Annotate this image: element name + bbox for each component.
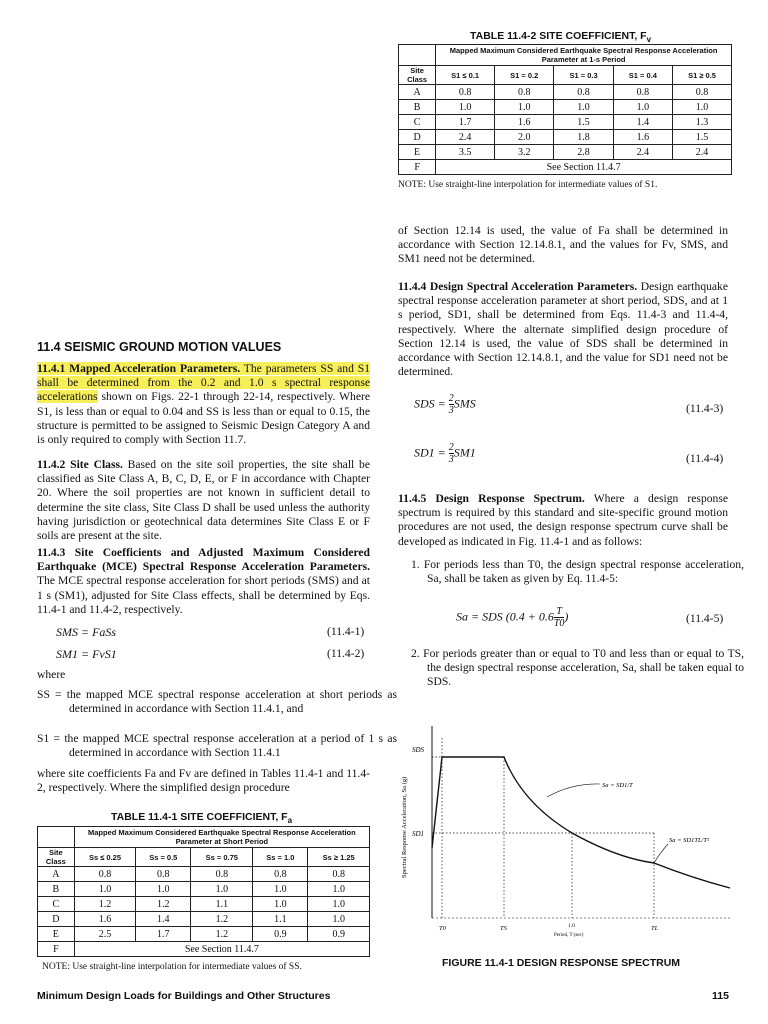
table1-column-header: Ss = 0.5 — [136, 848, 191, 867]
coefficient-cell: 0.8 — [673, 85, 732, 100]
ts-label: TS — [500, 925, 507, 932]
table2-column-header: S1 = 0.3 — [554, 66, 613, 85]
coefficient-cell: 0.9 — [308, 927, 370, 942]
coefficient-cell: 0.8 — [613, 85, 672, 100]
site-class-cell: F — [399, 160, 436, 175]
site-coefficient-fv-table — [398, 44, 732, 175]
coefficient-cell: 1.6 — [495, 115, 554, 130]
s1141-highlight: The parameters SS and S1 shall be determined from the 0.2 and 1.0 s spectral response accelerations — [37, 362, 371, 404]
table2-column-header: S1 = 0.2 — [495, 66, 554, 85]
table-row — [399, 100, 732, 115]
coefficient-cell: 1.0 — [554, 100, 613, 115]
after-definitions: where site coefficients Fa and Fv are defined in Tables 11.4-1 and 11.4-2, respectively. Where the simplified design procedure — [37, 767, 370, 795]
coefficient-cell: 1.6 — [613, 130, 672, 145]
sd1-label: SD1 — [412, 830, 425, 838]
where-label: where — [37, 668, 66, 681]
site-class-cell: A — [399, 85, 436, 100]
equation-11-4-5: Sa = SDS (0.4 + 0.6 $\frac{T}{T0}$ ) — [456, 606, 569, 629]
section-11-4-2 — [37, 458, 370, 543]
page-number: 115 — [712, 990, 729, 1002]
definition-ss: SS = the mapped MCE spectral response acceleration at short periods as determined in accordance with Section 11.4.1, and — [37, 688, 397, 716]
table1-column-header: Ss ≤ 0.25 — [74, 848, 136, 867]
sds-label: SDS — [412, 746, 425, 754]
s1144-heading: 11.4.4 Design Spectral Acceleration Parameters. — [398, 280, 638, 293]
site-class-cell: D — [38, 912, 75, 927]
site-class-cell: F — [38, 942, 75, 957]
table2-column-header: Site Class — [399, 66, 436, 85]
footer-title: Minimum Design Loads for Buildings and Other Structures — [37, 990, 331, 1002]
equation-11-4-1-number: (11.4-1) — [327, 625, 365, 638]
coefficient-cell: 3.2 — [495, 145, 554, 160]
coefficient-cell: 1.7 — [136, 927, 191, 942]
coefficient-cell: 1.5 — [673, 130, 732, 145]
coefficient-cell: 1.4 — [613, 115, 672, 130]
coefficient-cell: 1.2 — [136, 897, 191, 912]
coefficient-cell: 0.8 — [74, 867, 136, 882]
s1144-body: Design earthquake spectral response acceleration parameter at short period, SDS, and at 1 s period, SD1, shall be determined from Eqs. 11.4-3 and 11.4-4, respectively. Where the alternate simplified design procedure of Section 12.14 is used, the value of SDS shall be determined in accordance with Section 12.14.8.1, and the value for SD1 need not be determined. — [398, 280, 728, 379]
coefficient-cell: 1.8 — [554, 130, 613, 145]
coefficient-cell: 0.8 — [136, 867, 191, 882]
s1143-body: The MCE spectral response acceleration for short periods (SMS) and at 1 s (SM1), adjusted for Site Class effects, shall be determined by Eqs. 11.4-1 and 11.4-2, respectively. — [37, 574, 370, 616]
site-class-cell: B — [399, 100, 436, 115]
equation-11-4-3: SDS = $\frac{2}{3}$ SMS — [414, 393, 476, 416]
table-row — [38, 927, 370, 942]
table-row — [399, 160, 732, 175]
coefficient-cell: 2.0 — [495, 130, 554, 145]
table-row — [38, 912, 370, 927]
coefficient-cell: 2.4 — [613, 145, 672, 160]
list-item-1: 1. For periods less than T0, the design spectral response acceleration, Sa, shall be taken as given by Eq. 11.4-5: — [411, 558, 744, 586]
table2-column-header: S1 ≥ 0.5 — [673, 66, 732, 85]
design-response-spectrum-figure — [392, 718, 737, 950]
equation-11-4-3-number: (11.4-3) — [686, 402, 724, 415]
site-class-cell: B — [38, 882, 75, 897]
coefficient-cell: 1.2 — [191, 912, 253, 927]
site-coefficient-fa-table — [37, 826, 370, 957]
coefficient-cell: 1.3 — [673, 115, 732, 130]
see-section-cell: See Section 11.4.7 — [74, 942, 369, 957]
coefficient-cell: 0.8 — [436, 85, 495, 100]
table-row — [399, 115, 732, 130]
table-row — [38, 942, 370, 957]
table1-column-header: Ss = 1.0 — [253, 848, 308, 867]
tl-label: TL — [651, 925, 659, 932]
s1142-heading: 11.4.2 Site Class. — [37, 458, 123, 471]
coefficient-cell: 2.5 — [74, 927, 136, 942]
table1-note: NOTE: Use straight-line interpolation for intermediate values of SS. — [42, 962, 302, 972]
coefficient-cell: 0.9 — [253, 927, 308, 942]
coefficient-cell: 1.2 — [191, 927, 253, 942]
s1145-heading: 11.4.5 Design Response Spectrum. — [398, 492, 585, 505]
site-class-cell: E — [38, 927, 75, 942]
section-11-4-3 — [37, 546, 370, 617]
s1142-body: Based on the site soil properties, the site shall be classified as Site Class A, B, C, D, E, or F in accordance with Chapter 20. Where the soil properties are not known in sufficient detail to determine the site class, Site Class D shall be used unless the authority having jurisdiction or geotechnical data determines Site Class E or F soils are present at the site. — [37, 458, 370, 543]
coefficient-cell: 1.0 — [74, 882, 136, 897]
coefficient-cell: 3.5 — [436, 145, 495, 160]
site-class-cell: A — [38, 867, 75, 882]
definition-s1: S1 = the mapped MCE spectral response acceleration at a period of 1 s as determined in accordance with Section 11.4.1 — [37, 732, 397, 760]
table1-column-header: Ss ≥ 1.25 — [308, 848, 370, 867]
equation-11-4-5-number: (11.4-5) — [686, 612, 724, 625]
coefficient-cell: 1.0 — [495, 100, 554, 115]
coefficient-cell: 1.5 — [554, 115, 613, 130]
coefficient-cell: 1.0 — [253, 897, 308, 912]
coefficient-cell: 1.0 — [308, 912, 370, 927]
section-11-4-5 — [398, 492, 728, 549]
table1-title: TABLE 11.4-1 SITE COEFFICIENT, $F_a$ — [111, 811, 293, 826]
table1-group-header: Mapped Maximum Considered Earthquake Spectral Response Acceleration Parameter at Short Period — [74, 827, 369, 848]
coefficient-cell: 1.1 — [253, 912, 308, 927]
coefficient-cell: 1.0 — [308, 882, 370, 897]
equation-11-4-2-number: (11.4-2) — [327, 647, 365, 660]
y-axis-label: Spectral Response Acceleration, Sa (g) — [401, 776, 408, 878]
figure-caption: FIGURE 11.4-1 DESIGN RESPONSE SPECTRUM — [442, 957, 681, 969]
coefficient-cell: 1.0 — [191, 882, 253, 897]
list-item-2: 2. For periods greater than or equal to T0 and less than or equal to TS, the design spectral response acceleration, Sa, shall be taken equal to SDS. — [411, 647, 744, 689]
coefficient-cell: 0.8 — [554, 85, 613, 100]
table-row — [38, 882, 370, 897]
site-class-cell: C — [399, 115, 436, 130]
s1141-body: shown on Figs. 22-1 through 22-14, respectively. Where S1, is less than or equal to 0.04 and SS is less than or equal to 0.15, the structure is permitted to be assigned to Seismic Design Category A and is only required to comply with Section 11.7. — [37, 390, 370, 447]
section-11-4-4 — [398, 280, 728, 379]
coefficient-cell: 0.8 — [495, 85, 554, 100]
table-row — [38, 867, 370, 882]
table-row — [399, 145, 732, 160]
coefficient-cell: 1.7 — [436, 115, 495, 130]
t0-label: T0 — [439, 925, 446, 932]
table-row — [399, 130, 732, 145]
coefficient-cell: 1.1 — [191, 897, 253, 912]
table2-group-header: Mapped Maximum Considered Earthquake Spectral Response Acceleration Parameter at 1-s Period — [436, 45, 732, 66]
site-class-cell: D — [399, 130, 436, 145]
table-row — [38, 897, 370, 912]
coefficient-cell: 1.0 — [436, 100, 495, 115]
see-section-cell: See Section 11.4.7 — [436, 160, 732, 175]
table2-column-header: S1 = 0.4 — [613, 66, 672, 85]
table1-column-header: Site Class — [38, 848, 75, 867]
coefficient-cell: 1.0 — [136, 882, 191, 897]
section-11-4-1 — [37, 362, 370, 447]
equation-11-4-1: SMS = FaSs — [56, 625, 117, 639]
spectrum-curve — [432, 757, 730, 888]
x-axis-label: Period, T (sec) — [554, 933, 584, 938]
coefficient-cell: 1.6 — [74, 912, 136, 927]
s1141-heading: 11.4.1 Mapped Acceleration Parameters. — [37, 362, 241, 375]
table-row — [399, 85, 732, 100]
coefficient-cell: 1.0 — [673, 100, 732, 115]
s1145-body: Where a design response spectrum is required by this standard and site-specific ground motion procedures are not used, the design response spectrum curve shall be developed as indicated in Fig. 11.4-1 and as follows: — [398, 492, 728, 548]
coefficient-cell: 1.0 — [613, 100, 672, 115]
coefficient-cell: 2.8 — [554, 145, 613, 160]
table1-column-header: Ss = 0.75 — [191, 848, 253, 867]
equation-11-4-4: SD1 = $\frac{2}{3}$ SM1 — [414, 442, 476, 465]
coefficient-cell: 0.8 — [308, 867, 370, 882]
equation-11-4-4-number: (11.4-4) — [686, 452, 724, 465]
coefficient-cell: 1.0 — [253, 882, 308, 897]
site-class-cell: E — [399, 145, 436, 160]
coefficient-cell: 0.8 — [253, 867, 308, 882]
section-heading: 11.4 SEISMIC GROUND MOTION VALUES — [37, 340, 282, 354]
table2-note: NOTE: Use straight-line interpolation for intermediate values of S1. — [398, 180, 658, 190]
curve-sd1-over-t-label: Sa = SD1/T — [602, 782, 633, 789]
equation-11-4-2: SM1 = FvS1 — [56, 647, 117, 661]
coefficient-cell: 1.0 — [308, 897, 370, 912]
coefficient-cell: 2.4 — [673, 145, 732, 160]
s1143-heading: 11.4.3 Site Coefficients and Adjusted Maximum Considered Earthquake (MCE) Spectral Response Acceleration Parameters. — [37, 546, 370, 574]
coefficient-cell: 2.4 — [436, 130, 495, 145]
site-class-cell: C — [38, 897, 75, 912]
continued-paragraph: of Section 12.14 is used, the value of Fa shall be determined in accordance with Section 12.14.8.1, and the values for Fv, SMS, and SM1 need not be determined. — [398, 224, 728, 266]
coefficient-cell: 1.4 — [136, 912, 191, 927]
coefficient-cell: 1.2 — [74, 897, 136, 912]
table2-title: TABLE 11.4-2 SITE COEFFICIENT, $F_v$ — [470, 30, 652, 45]
one-label: 1.0 — [568, 923, 575, 929]
table2-column-header: S1 ≤ 0.1 — [436, 66, 495, 85]
coefficient-cell: 0.8 — [191, 867, 253, 882]
curve-sd1tl-label: Sa = SD1TL/T² — [669, 837, 709, 844]
